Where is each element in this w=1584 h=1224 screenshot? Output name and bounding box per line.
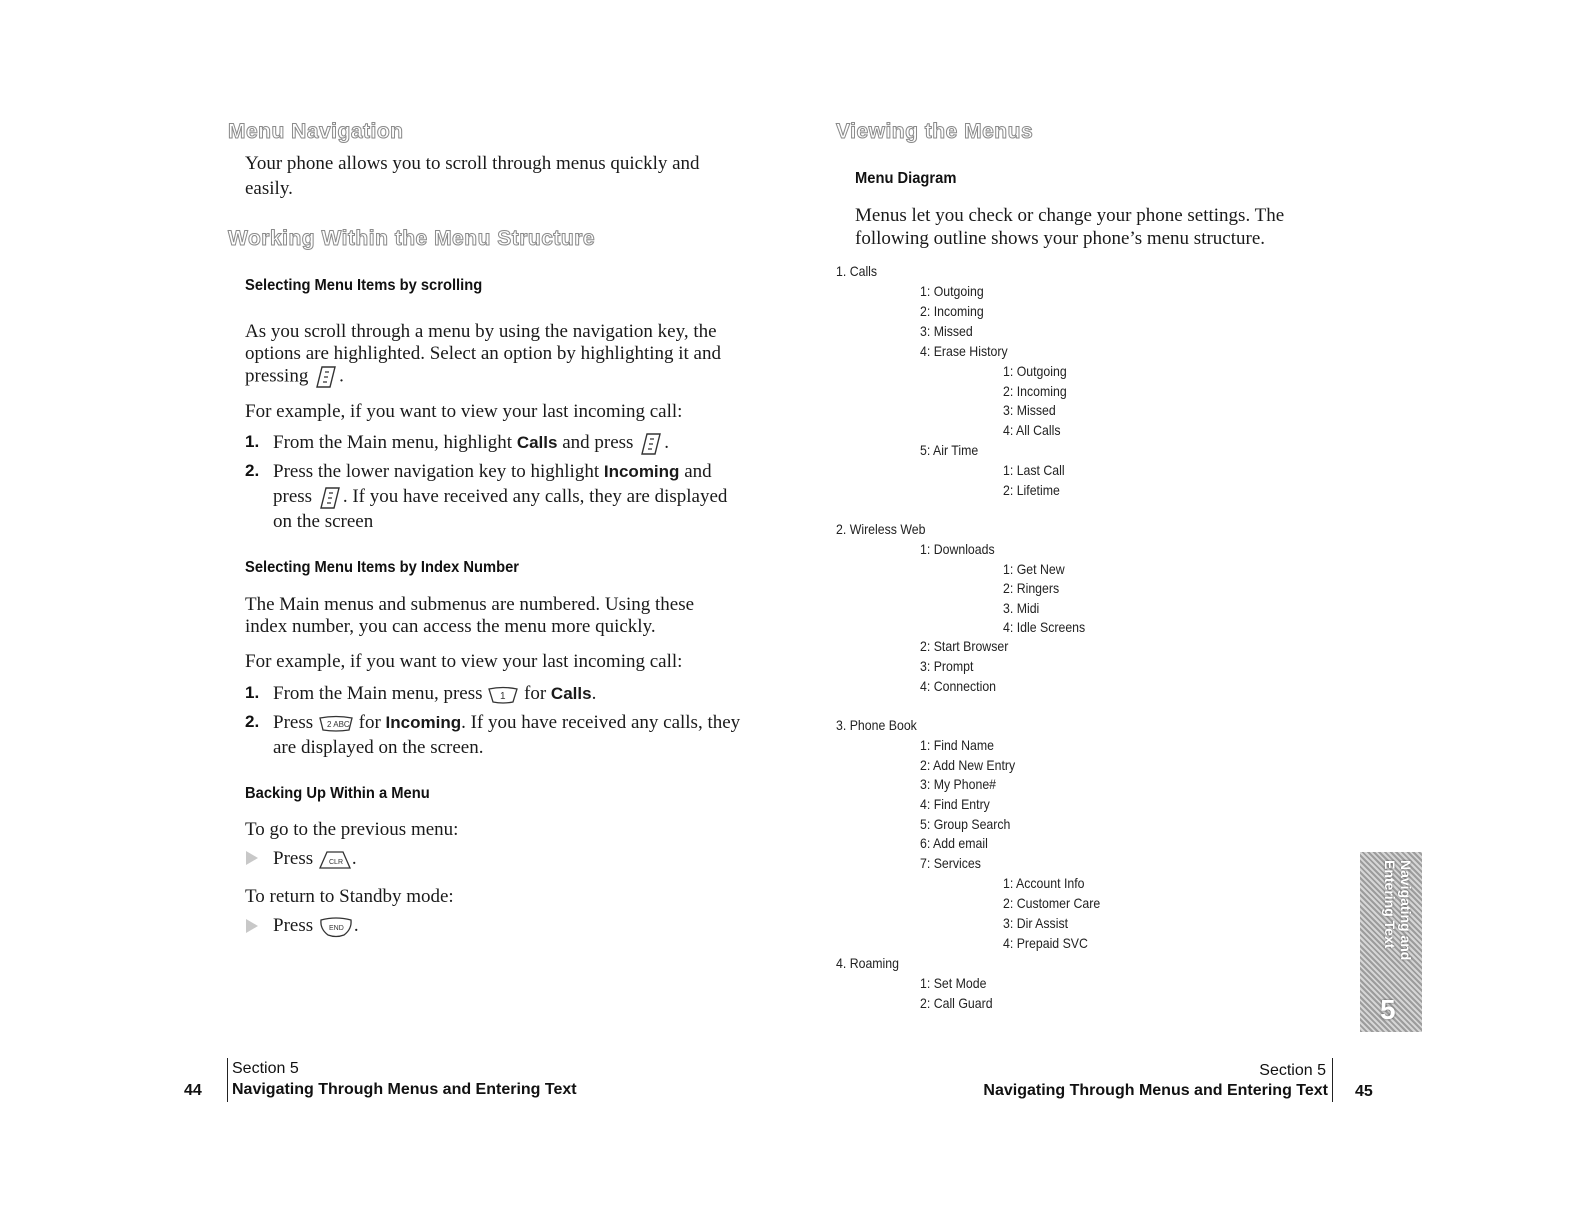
- intro-line-2: easily.: [245, 178, 293, 199]
- menu-subitem: 2: Customer Care: [1003, 895, 1101, 911]
- right-footer-section: Section 5: [1259, 1062, 1326, 1079]
- calls-keyword-2: Calls: [550, 684, 592, 703]
- step-2-line-2: press . If you have received any calls, they are displayed: [273, 484, 727, 511]
- step-1-number: 1.: [245, 432, 260, 451]
- menu-subitem: 1: Last Call: [1003, 462, 1065, 478]
- period: .: [339, 365, 344, 387]
- end-key-icon: [318, 915, 354, 939]
- menu-subitem: 3: Dir Assist: [1003, 915, 1069, 931]
- heading-working-within: Working Within the Menu Structure: [228, 227, 596, 250]
- index-step-1-number: 1.: [245, 683, 260, 702]
- intro-line-1: Your phone allows you to scroll through menus quickly and: [245, 153, 700, 174]
- step-2-line-3: on the screen: [273, 511, 374, 532]
- right-footer-title: Navigating Through Menus and Entering Text: [983, 1082, 1328, 1099]
- left-footer-section: Section 5: [232, 1060, 299, 1077]
- index-step-1-text: From the Main menu, press 1 for Calls.: [273, 683, 597, 704]
- menu-subitem: 1: Get New: [1003, 561, 1065, 577]
- menu-item: 2: Start Browser: [920, 638, 1009, 654]
- menu-subitem: 3: Missed: [1003, 402, 1056, 418]
- section-tab: [1360, 852, 1422, 1032]
- menu-item: 5: Air Time: [920, 442, 979, 458]
- pressing-text: pressing: [245, 365, 309, 387]
- diagram-paragraph-line-2: following outline shows your phone’s menu structure.: [855, 228, 1266, 249]
- subheading-index-number: Selecting Menu Items by Index Number: [245, 559, 520, 576]
- svg-text:2 ABC: 2 ABC: [326, 719, 350, 729]
- standby-paragraph: To return to Standby mode:: [245, 886, 454, 907]
- calls-keyword: Calls: [516, 433, 558, 452]
- section-tab-text: Navigating and Entering Text: [1382, 860, 1414, 961]
- index-step-2-line-1: Press 2 ABC for Incoming. If you have received any calls, they: [273, 712, 741, 733]
- index-step-2-number: 2.: [245, 712, 260, 731]
- incoming-keyword: Incoming: [603, 462, 680, 481]
- menu-item: 1: Find Name: [920, 737, 994, 753]
- diagram-paragraph-line-1: Menus let you check or change your phone settings. The: [855, 205, 1285, 226]
- incoming-keyword-2: Incoming: [385, 713, 462, 732]
- svg-text:1: 1: [500, 690, 506, 702]
- heading-viewing-menus: Viewing the Menus: [836, 120, 1034, 143]
- clr-key-icon: [318, 849, 352, 871]
- menu-roaming: 4. Roaming: [836, 955, 900, 971]
- bullet-arrow-icon-2: [246, 919, 258, 933]
- key-1-icon: [487, 685, 519, 705]
- menu-ok-key-icon: [638, 431, 664, 457]
- subheading-menu-diagram: Menu Diagram: [855, 170, 957, 187]
- svg-text:CLR: CLR: [328, 858, 343, 866]
- menu-item: 1: Set Mode: [920, 975, 987, 991]
- menu-calls: 1. Calls: [836, 263, 878, 279]
- back-paragraph: To go to the previous menu:: [245, 819, 459, 840]
- left-footer-title: Navigating Through Menus and Entering Text: [232, 1081, 577, 1098]
- press-end-line: Press END .: [273, 913, 359, 939]
- index-step-2-line-2: are displayed on the screen.: [273, 737, 484, 758]
- menu-item: 1: Outgoing: [920, 283, 984, 299]
- menu-item: 2: Incoming: [920, 303, 984, 319]
- right-page-number: 45: [1355, 1083, 1373, 1100]
- section-tab-number: 5: [1380, 994, 1396, 1025]
- menu-subitem: 3. Midi: [1003, 600, 1040, 616]
- index-paragraph-line-2: index number, you can access the menu more quickly.: [245, 616, 656, 637]
- bullet-arrow-icon: [246, 851, 258, 865]
- heading-menu-navigation: Menu Navigation: [228, 120, 404, 143]
- menu-item: 4: Erase History: [920, 343, 1008, 359]
- index-paragraph-line-1: The Main menus and submenus are numbered. Using these: [245, 594, 695, 615]
- key-2-icon: [318, 714, 354, 734]
- menu-item: 7: Services: [920, 855, 981, 871]
- menu-item: 4: Find Entry: [920, 796, 990, 812]
- menu-wireless-web: 2. Wireless Web: [836, 521, 926, 537]
- menu-item: 5: Group Search: [920, 816, 1011, 832]
- menu-item: 3: My Phone#: [920, 776, 997, 792]
- menu-item: 6: Add email: [920, 835, 988, 851]
- menu-ok-key-icon: [313, 364, 339, 390]
- example-text-2: For example, if you want to view your last incoming call:: [245, 651, 683, 672]
- scroll-paragraph-line-1: As you scroll through a menu by using the navigation key, the: [245, 321, 717, 342]
- menu-item: 2: Call Guard: [920, 995, 993, 1011]
- menu-subitem: 4: Idle Screens: [1003, 619, 1086, 635]
- menu-subitem: 1: Outgoing: [1003, 363, 1067, 379]
- menu-subitem: 4: Prepaid SVC: [1003, 935, 1088, 951]
- menu-subitem: 2: Incoming: [1003, 383, 1067, 399]
- menu-item: 3: Prompt: [920, 658, 974, 674]
- menu-item: 4: Connection: [920, 678, 997, 694]
- step-2-number: 2.: [245, 461, 260, 480]
- menu-item: 3: Missed: [920, 323, 973, 339]
- menu-subitem: 4: All Calls: [1003, 422, 1061, 438]
- left-footer-rule: [227, 1058, 228, 1102]
- menu-subitem: 1: Account Info: [1003, 875, 1085, 891]
- step-2-line-1: Press the lower navigation key to highlight Incoming and: [273, 461, 712, 482]
- subheading-backing-up: Backing Up Within a Menu: [245, 785, 430, 802]
- subheading-scrolling: Selecting Menu Items by scrolling: [245, 277, 483, 294]
- left-page-number: 44: [184, 1082, 202, 1099]
- svg-text:END: END: [328, 924, 344, 932]
- example-text-1: For example, if you want to view your last incoming call:: [245, 401, 683, 422]
- menu-subitem: 2: Ringers: [1003, 580, 1060, 596]
- menu-subitem: 2: Lifetime: [1003, 482, 1060, 498]
- scroll-paragraph-line-3: [245, 364, 344, 390]
- press-clr-line: Press CLR .: [273, 848, 357, 869]
- step-1-text: From the Main menu, highlight Calls and press .: [273, 430, 669, 457]
- scroll-paragraph-line-2: options are highlighted. Select an option by highlighting it and: [245, 343, 721, 364]
- right-footer-rule: [1332, 1058, 1333, 1102]
- menu-item: 1: Downloads: [920, 541, 995, 557]
- menu-phone-book: 3. Phone Book: [836, 717, 917, 733]
- menu-item: 2: Add New Entry: [920, 757, 1016, 773]
- menu-ok-key-icon: [317, 485, 343, 511]
